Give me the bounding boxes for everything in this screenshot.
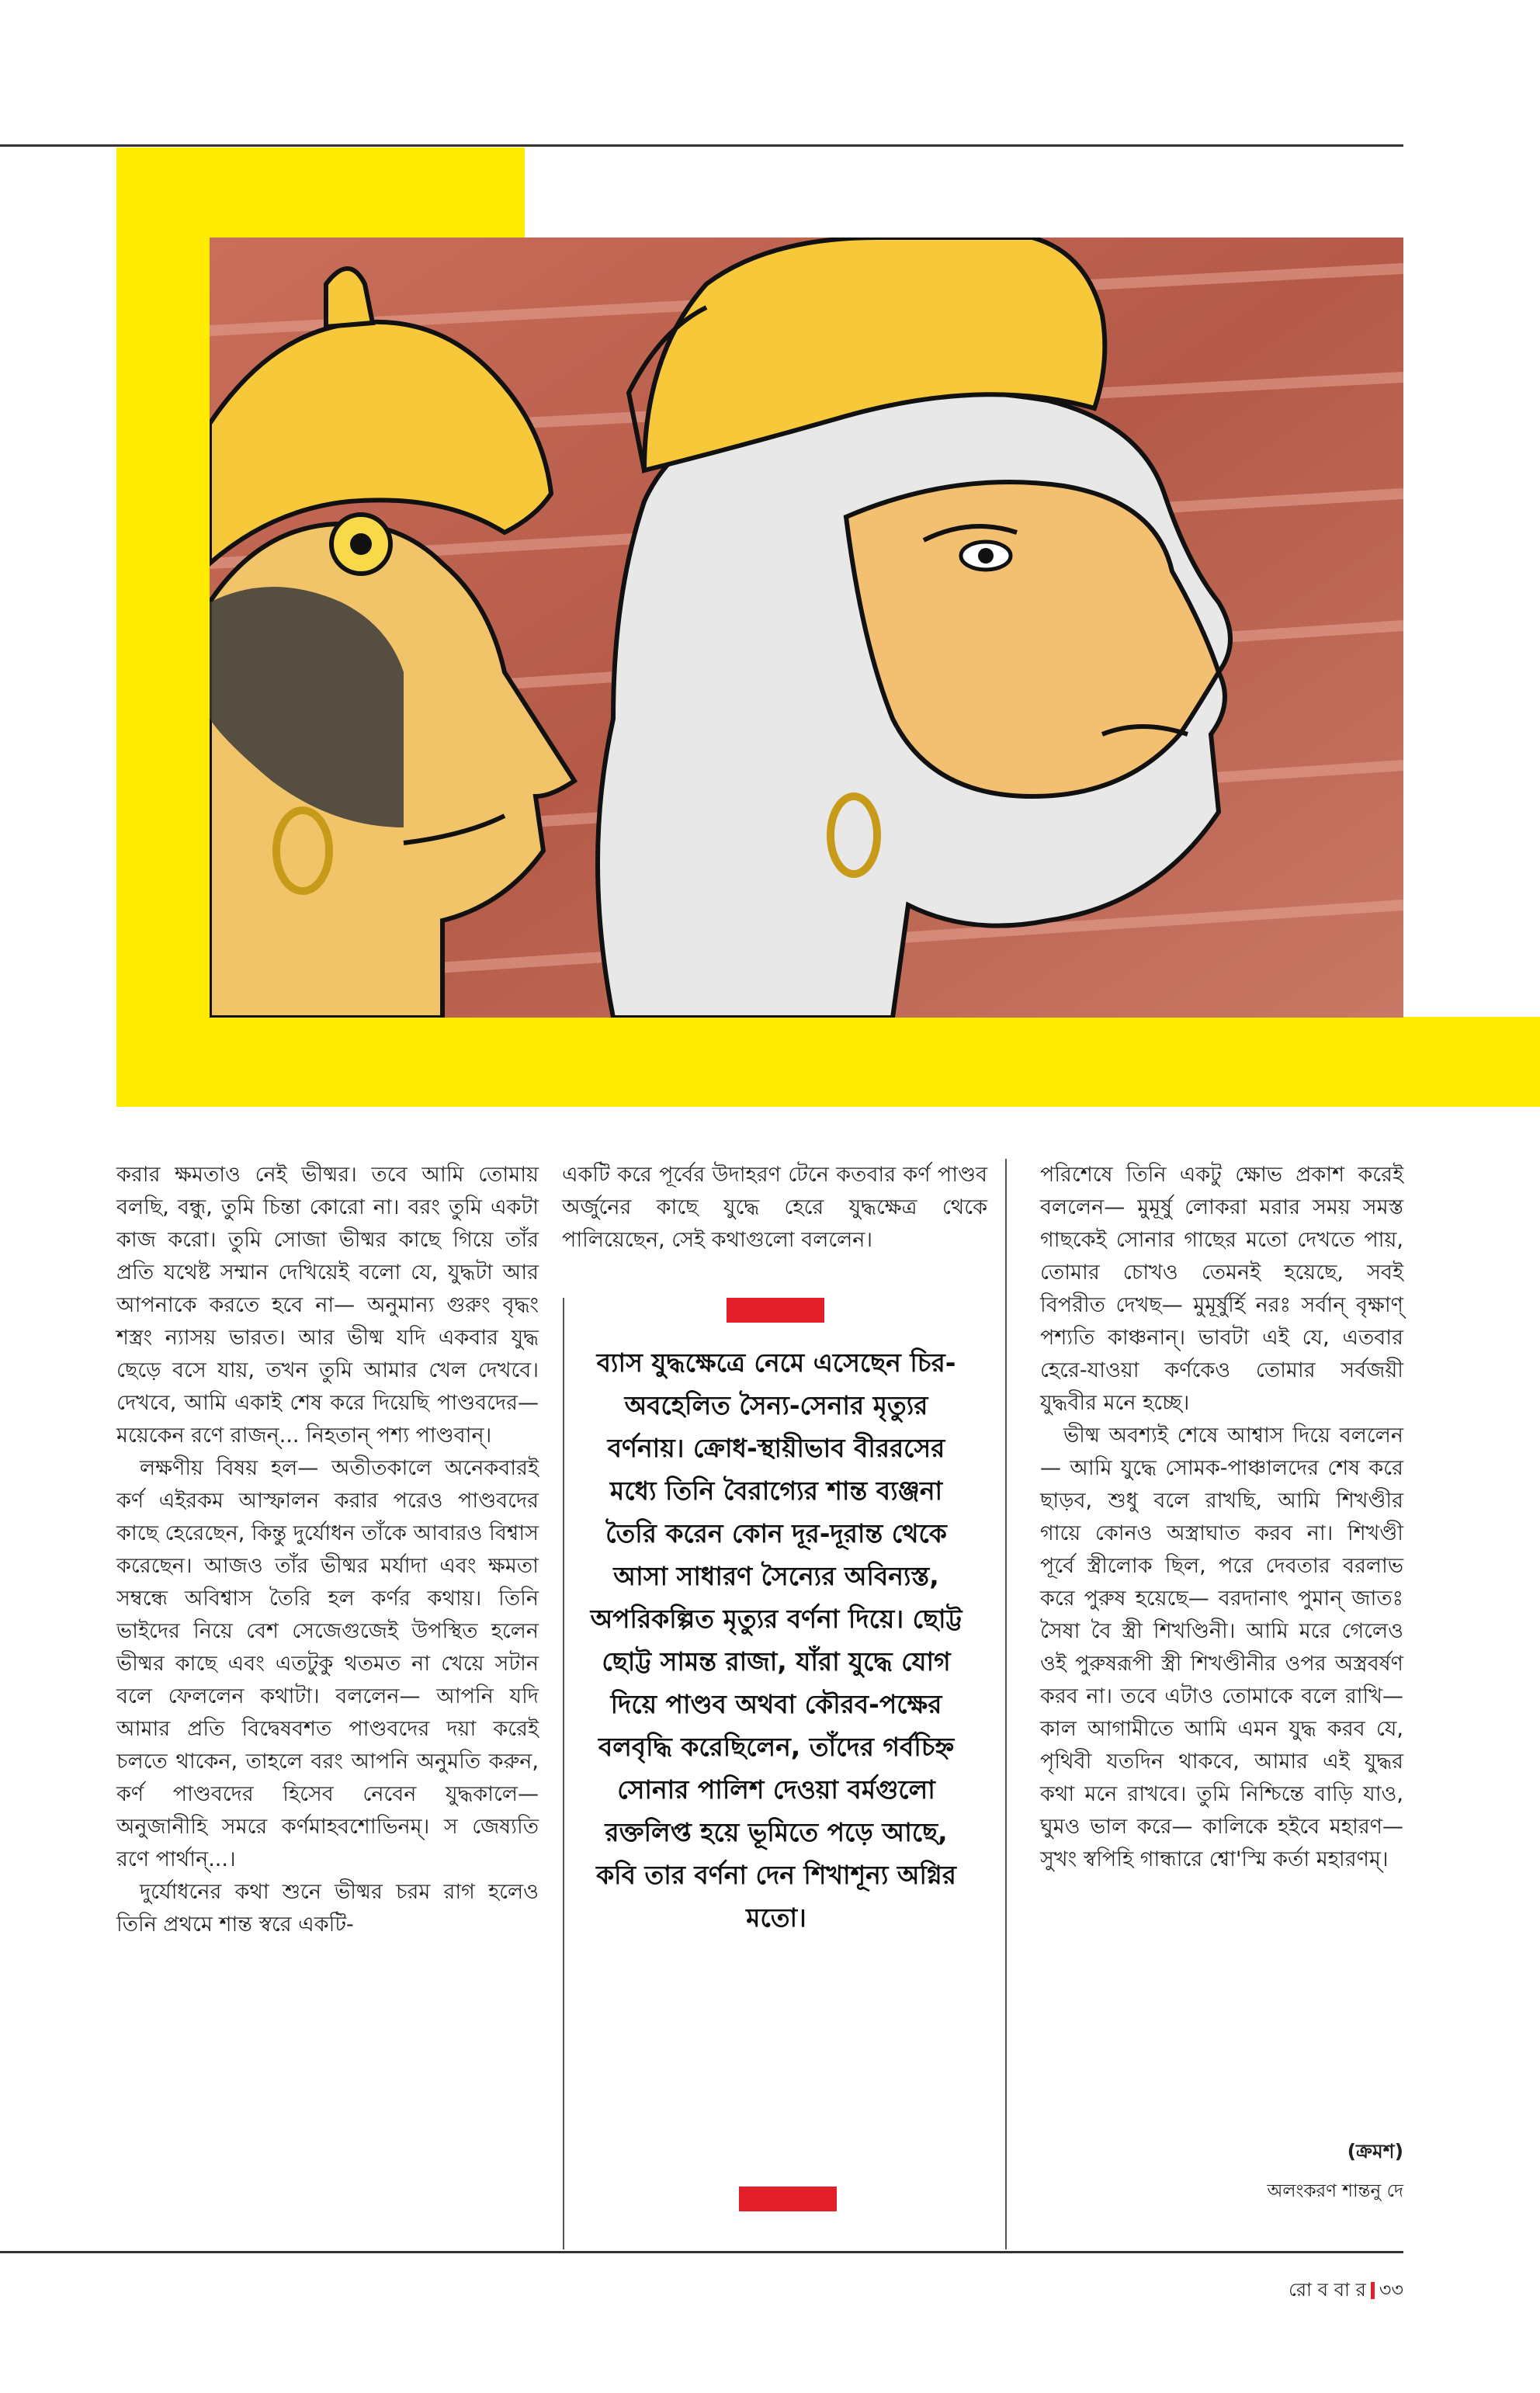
yellow-frame-left (116, 147, 210, 1106)
illustration (210, 238, 1403, 1018)
column-divider (1005, 1159, 1007, 2249)
article-column-2 (562, 1159, 987, 1257)
pullquote-bar-top (727, 1298, 824, 1323)
footer-separator (1371, 2282, 1375, 2299)
page-footer (1211, 2276, 1403, 2307)
bhishma-duryodhana-illustration-icon (210, 238, 1403, 1018)
magazine-name: রো ব বা র (1289, 2279, 1366, 2301)
paragraph: ভীষ্ম অবশ্যই শেষে আশ্বাস দিয়ে বললেন— আমি যুদ্ধে সোমক-পাঞ্চালদের শেষ করে ছাড়ব, শুধু বলে রাখছি, আমি শিখণ্ডীর গায়ে কোনও অস্ত্রাঘাত করব না। শিখণ্ডী পূর্বে স্ত্রীলোক ছিল, পরে দেবতার বরলাভ করে পুরুষ হয়েছে— বরদানাৎ পুমান্ জাতঃ সৈষা বৈ স্ত্রী শিখণ্ডিনী। আমি মরে গেলেও ওই পুরুষরূপী স্ত্রী শিখণ্ডীনীর ওপর অস্ত্রবর্ষণ করব না। তবে এটাও তোমাকে বলে রাখি— কাল আগামীতে আমি এমন যুদ্ধ করব যে, পৃথিবী যতদিন থাকবে, আমার এই যুদ্ধর কথা মনে রাখবে। তুমি নিশ্চিন্তে বাড়ি যাও, ঘুমও ভাল করে— কালিকে হইবে মহারণ— সুখং স্বপিহি গান্ধারে শ্বো'স্মি কর্তা মহারণম্। (1040, 1424, 1403, 1871)
paragraph: একটি করে পূর্বের উদাহরণ টেনে কতবার কর্ণ পাণ্ডব অর্জুনের কাছে যুদ্ধে হেরে যুদ্ধক্ষেত্র থেকে পালিয়েছেন, সেই কথাগুলো বললেন। (562, 1163, 987, 1252)
page-number: ৩৩ (1379, 2279, 1403, 2301)
top-rule (0, 144, 1403, 147)
article-column-3 (1040, 1159, 1403, 1876)
yellow-frame-bottom (116, 1017, 1540, 1107)
illustration-credit: অলংকরণ শান্তনু দে (1267, 2181, 1403, 2201)
paragraph: করার ক্ষমতাও নেই ভীষ্মর। তবে আমি তোমায় বলছি, বন্ধু, তুমি চিন্তা কোরো না। বরং তুমি একটা কাজ করো। তুমি সোজা ভীষ্মর কাছে গিয়ে তাঁর প্রতি যথেষ্ট সম্মান দেখিয়েই বলো যে, যুদ্ধটা আর আপনাকে করতে হবে না— অনুমান্য গুরুং বৃদ্ধং শস্ত্রং ন্যাসয় ভারত। আর ভীষ্ম যদি একবার যুদ্ধ ছেড়ে বসে যায়, তখন তুমি আমার খেল দেখবে। দেখবে, আমি একাই শেষ করে দিয়েছি পাণ্ডবদের— ময়েকেন রণে রাজন্... নিহতান্ পশ্য পাণ্ডবান্। (116, 1163, 539, 1448)
article-column-1 (116, 1159, 539, 1941)
paragraph: দুর্যোধনের কথা শুনে ভীষ্মর চরম রাগ হলেও তিনি প্রথমে শান্ত স্বরে একটি- (116, 1880, 539, 1937)
pullquote: ব্যাস যুদ্ধক্ষেত্রে নেমে এসেছেন চির-অবহেলিত সৈন্য-সেনার মৃত্যুর বর্ণনায়। ক্রোধ-স্থায়ীভাব বীররসের মধ্যে তিনি বৈরাগ্যের শান্ত ব্যঞ্জনা তৈরি করেন কোন দূর-দূরান্ত থেকে আসা সাধারণ সৈন্যের অবিন্যস্ত, অপরিকল্পিত মৃত্যুর বর্ণনা দিয়ে। ছোট্ট ছোট্ট সামন্ত রাজা, যাঁরা যুদ্ধে যোগ দিয়ে পাণ্ডব অথবা কৌরব-পক্ষের বলবৃদ্ধি করেছিলেন, তাঁদের গর্বচিহ্ন সোনার পালিশ দেওয়া বর্মগুলো রক্তলিপ্ত হয়ে ভূমিতে পড়ে আছে, কবি তার বর্ণনা দেন শিখাশূন্য অগ্নির মতো। (590, 1347, 962, 1933)
paragraph: লক্ষণীয় বিষয় হল— অতীতকালে অনেকবারই কর্ণ এইরকম আস্ফালন করার পরেও পাণ্ডবদের কাছে হেরেছেন, কিন্তু দুর্যোধন তাঁকে আবারও বিশ্বাস করেছেন। আজও তাঁর ভীষ্মর মর্যাদা এবং ক্ষমতা সম্বন্ধে অবিশ্বাস তৈরি হল কর্ণর কথায়। তিনি ভাইদের নিয়ে বেশ সেজেগুজেই উপস্থিত হলেন ভীষ্মর কাছে এবং এতটুকু থতমত না খেয়ে সটান বলে ফেললেন কথাটা। বললেন— আপনি যদি আমার প্রতি বিদ্বেষবশত পাণ্ডবদের দয়া করেই চলতে থাকেন, তাহলে বরং আপনি অনুমতি করুন, কর্ণ পাণ্ডবদের হিসেব নেবেন যুদ্ধকালে— অনুজানীহি সমরে কর্ণমাহবশোভিনম্। স জেষ্যতি রণে পার্থান্...। (116, 1456, 539, 1871)
column-divider (563, 1298, 564, 2249)
bottom-rule (0, 2251, 1403, 2253)
paragraph: পরিশেষে তিনি একটু ক্ষোভ প্রকাশ করেই বললেন— মুমূর্ষু লোকরা মরার সময় সমস্ত গাছকেই সোনার গাছের মতো দেখতে পায়, তোমার চোখও তেমনই হয়েছে, সবই বিপরীত দেখছ— মুমূর্ষুর্হি নরঃ সর্বান্ বৃক্ষাণ্ পশ্যতি কাঞ্চনান্। ভাবটা এই যে, এতবার হেরে-যাওয়া কর্ণকেও তোমার সর্বজয়ী যুদ্ধবীর মনে হচ্ছে। (1040, 1163, 1403, 1415)
pullquote-bar-bottom (739, 2187, 837, 2211)
continued-label: (ক্রমশ) (1347, 2140, 1403, 2162)
